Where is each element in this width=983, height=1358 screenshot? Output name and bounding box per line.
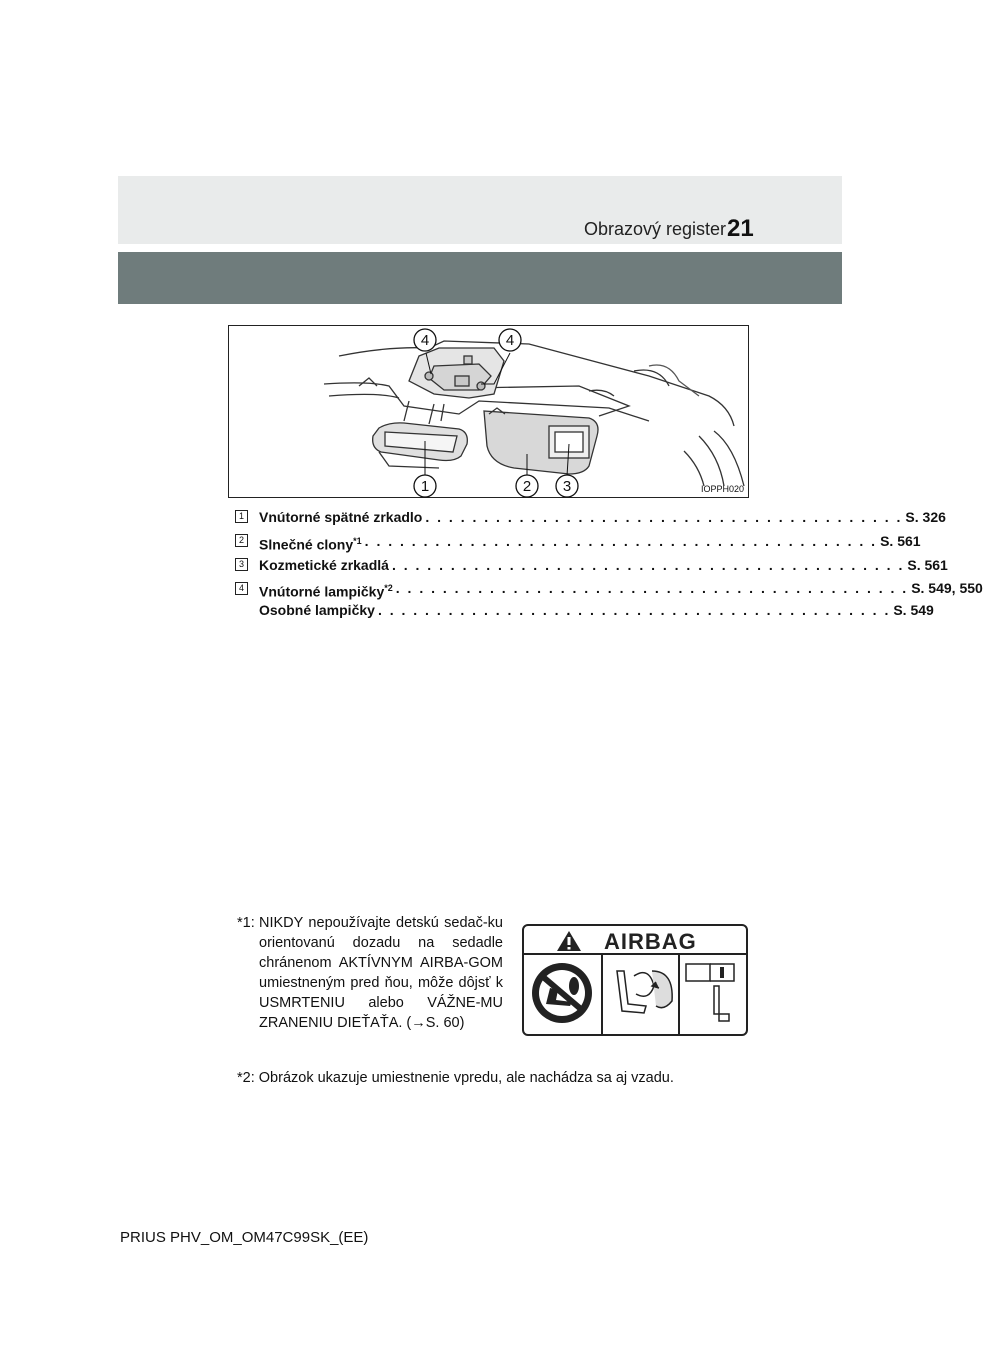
no-child-seat-icon <box>532 963 592 1023</box>
index-entry[interactable] <box>235 529 921 553</box>
footnote-2 <box>237 1068 757 1088</box>
leader-dots: . . . . . . . . . . . . . . . . . . . . . . . . . . . . . . . . . . . . . . . . . . . . <box>391 557 905 573</box>
section-band <box>118 252 842 304</box>
footnote-ref: *1 <box>353 536 362 546</box>
section-title: Obrazový register <box>584 219 727 239</box>
entry-number: 1 <box>235 510 248 523</box>
entry-number: 4 <box>235 582 248 595</box>
figure-code: IOPPH020 <box>700 484 744 494</box>
entry-label: Vnútorné spätné zrkadlo <box>259 509 423 525</box>
entry-label: Slnečné clony <box>259 536 354 553</box>
entry-page: S. 549, 550 <box>911 580 983 596</box>
interior-illustration <box>228 325 749 498</box>
leader-dots: . . . . . . . . . . . . . . . . . . . . . . . . . . . . . . . . . . . . . . . . . . . . <box>395 580 909 596</box>
leader-dots: . . . . . . . . . . . . . . . . . . . . . . . . . . . . . . . . . . . . . . . . . . . . <box>377 602 891 618</box>
footnote-marker: *1: <box>237 915 255 931</box>
entry-page: S. 561 <box>907 557 948 573</box>
manual-icon <box>686 964 734 1021</box>
callout-label-3: 3 <box>562 478 572 495</box>
entry-number: 3 <box>235 558 248 571</box>
airbag-warning-label <box>522 924 748 1036</box>
index-entries <box>235 505 983 621</box>
index-entry[interactable] <box>235 599 934 621</box>
page-number: 21 <box>727 215 754 242</box>
index-entry[interactable] <box>235 505 946 529</box>
airbag-title: AIRBAG <box>604 929 697 954</box>
leader-dots: . . . . . . . . . . . . . . . . . . . . . . . . . . . . . . . . . . . . . . . . . . . . <box>364 533 878 549</box>
entry-page: S. 549 <box>893 602 934 618</box>
footnote-text: NIKDY nepoužívajte detskú sedač-ku orientovanú dozadu na sedadle chránenom AKTÍVNYM AIRBA-GOM umiestneným pred ňou, môže dôjsť k USMRTENIU alebo VÁŽNE-MU ZRANENIU DIEŤAŤA. (→S. 60) <box>259 915 503 1031</box>
entry-label: Vnútorné lampičky <box>259 583 385 600</box>
callout-label-4a: 4 <box>420 332 430 349</box>
callout-label-1: 1 <box>420 478 430 495</box>
footnote-text: Obrázok ukazuje umiestnenie vpredu, ale nachádza sa aj vzadu. <box>258 1070 674 1086</box>
entry-page: S. 326 <box>905 509 946 525</box>
entry-page: S. 561 <box>880 533 921 549</box>
document-id: PRIUS PHV_OM_OM47C99SK_(EE) <box>120 1229 369 1246</box>
footnote-marker: *2: <box>237 1070 255 1086</box>
headliner-drawing <box>229 326 750 499</box>
entry-number: 2 <box>235 534 248 547</box>
entry-label: Osobné lampičky <box>259 602 375 618</box>
callout-label-2: 2 <box>522 478 532 495</box>
footnote-ref: *2 <box>384 583 393 593</box>
leader-dots: . . . . . . . . . . . . . . . . . . . . . . . . . . . . . . . . . . . . . . . . . <box>425 509 903 525</box>
index-entry[interactable] <box>235 577 983 600</box>
callout-label-4b: 4 <box>505 332 515 349</box>
seat-airbag-icon <box>617 971 672 1013</box>
index-entry[interactable] <box>235 553 948 577</box>
entry-label: Kozmetické zrkadlá <box>259 557 389 573</box>
